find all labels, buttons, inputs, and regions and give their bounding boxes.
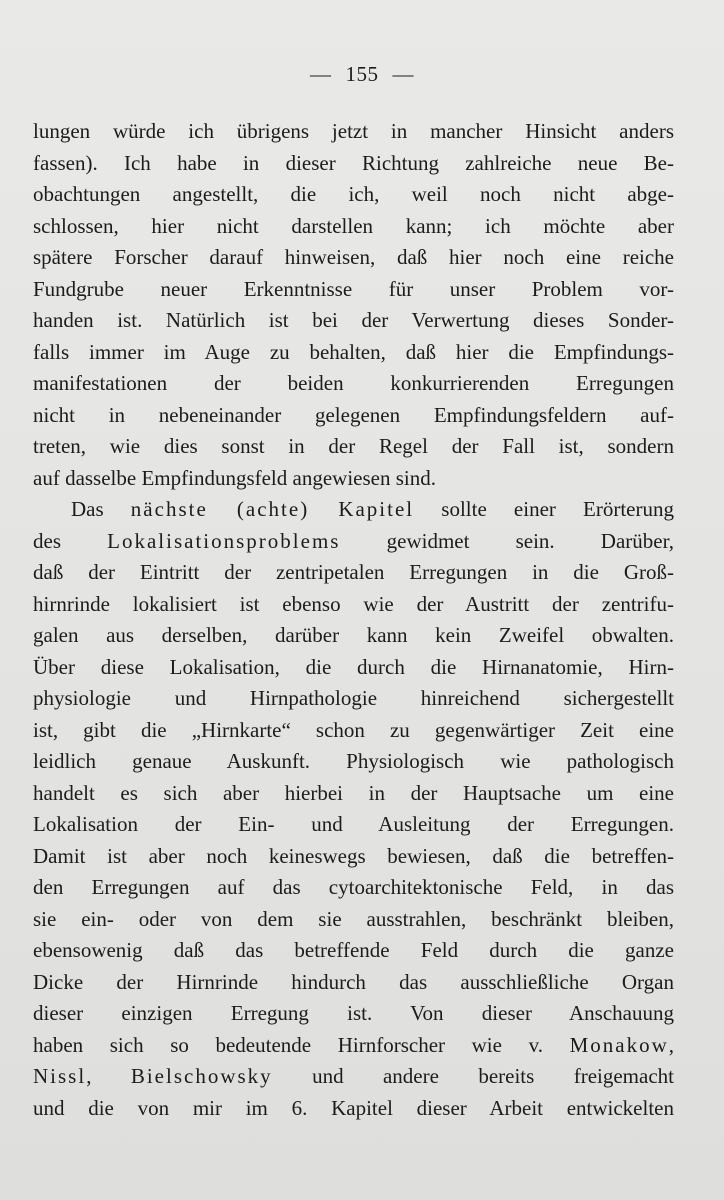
text-line: Über diese Lokalisation, die durch die Hirnanatomie, Hirn-: [33, 654, 674, 679]
text-line: spätere Forscher darauf hinweisen, daß hier noch eine reiche: [33, 245, 674, 269]
text-line: obachtungen angestellt, die ich, weil noch nicht abge-: [33, 182, 674, 206]
text-line: lungen würde ich übrigens jetzt in mancher Hinsicht anders: [33, 119, 674, 143]
text-line: und die von mir im 6. Kapitel dieser Arbeit entwickelten: [33, 1095, 674, 1120]
header-dash-right: —: [392, 62, 414, 86]
text-line: [33, 526, 674, 558]
text-line: manifestationen der beiden konkurrierenden Erregungen: [33, 371, 674, 395]
text-run: sollte einer Erörterung: [414, 497, 674, 521]
text-line: treten, wie dies sonst in der Regel der Fall ist, sondern: [33, 434, 674, 458]
text-line: dieser einzigen Erregung ist. Von dieser Anschauung: [33, 1001, 674, 1025]
text-line: ist, gibt die „Hirnkarte“ schon zu gegenwärtiger Zeit eine: [33, 717, 674, 742]
text-run: ,: [86, 1064, 131, 1088]
header-dash-left: —: [310, 62, 332, 86]
text-line: Fundgrube neuer Erkenntnisse für unser Problem vor-: [33, 276, 674, 301]
spaced-name: Monakow: [569, 1032, 669, 1057]
paragraph-1: [33, 116, 674, 494]
paragraph-2: [33, 494, 674, 1124]
page-header: [0, 62, 724, 87]
text-run: und andere bereits freigemacht: [272, 1064, 674, 1088]
text-line: nicht in nebeneinander gelegenen Empfindungsfeldern auf-: [33, 402, 674, 427]
text-line: hirnrinde lokalisiert ist ebenso wie der Austritt der zentrifu-: [33, 591, 674, 616]
page-number: 155: [345, 62, 379, 86]
text-line: handelt es sich aber hierbei in der Hauptsache um eine: [33, 780, 674, 805]
text-line: daß der Eintritt der zentripetalen Erregungen in die Groß-: [33, 560, 674, 584]
spaced-emphasis: Lokalisationsproblems: [107, 528, 341, 553]
text-line: sie ein- oder von dem sie ausstrahlen, beschränkt bleiben,: [33, 906, 674, 931]
text-line: Dicke der Hirnrinde hindurch das ausschließliche Organ: [33, 969, 674, 994]
body-text: [33, 116, 674, 1124]
spaced-name: Nissl: [33, 1064, 87, 1088]
text-line: [33, 1030, 674, 1062]
text-line: physiologie und Hirnpathologie hinreichend sichergestellt: [33, 686, 674, 710]
text-run: Das: [71, 497, 131, 521]
text-line: [33, 1061, 674, 1093]
text-line: handen ist. Natürlich ist bei der Verwertung dieses Sonder-: [33, 308, 674, 332]
text-run: gewidmet sein. Darüber,: [340, 528, 675, 553]
text-line: Lokalisation der Ein- und Ausleitung der Erregungen.: [33, 812, 674, 836]
text-line: leidlich genaue Auskunft. Physiologisch wie pathologisch: [33, 749, 674, 773]
text-run: haben sich so bedeutende Hirnforscher wie v.: [33, 1032, 570, 1057]
text-line: [33, 494, 674, 526]
text-line: ebensowenig daß das betreffende Feld durch die ganze: [33, 938, 674, 962]
text-line: falls immer im Auge zu behalten, daß hier die Empfindungs-: [33, 339, 674, 364]
text-line: fassen). Ich habe in dieser Richtung zahlreiche neue Be-: [33, 150, 674, 175]
text-run: ,: [668, 1032, 674, 1057]
text-line: auf dasselbe Empfindungsfeld angewiesen sind.: [33, 465, 436, 490]
spaced-name: Bielschowsky: [130, 1064, 273, 1088]
text-run: des: [33, 528, 108, 553]
text-line: schlossen, hier nicht darstellen kann; ich möchte aber: [33, 213, 674, 238]
text-line: Damit ist aber noch keineswegs bewiesen, daß die betreffen-: [33, 843, 674, 868]
text-line: galen aus derselben, darüber kann kein Zweifel obwalten.: [33, 623, 674, 647]
text-line: den Erregungen auf das cytoarchitektonische Feld, in das: [33, 875, 674, 899]
spaced-emphasis: nächste (achte) Kapitel: [130, 497, 415, 521]
